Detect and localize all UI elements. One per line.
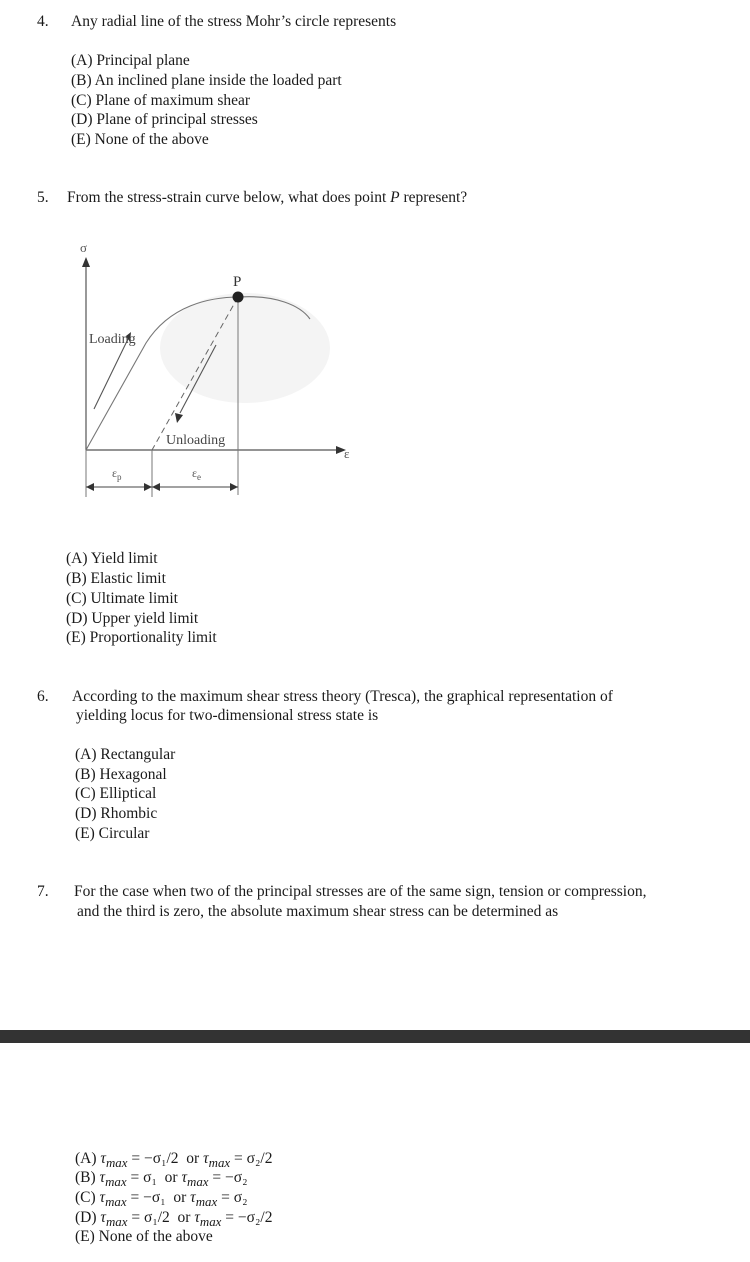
- question-text-line-2: yielding locus for two-dimensional stress state is: [76, 707, 379, 724]
- question-text-line-2: and the third is zero, the absolute maximum shear stress can be determined as: [77, 903, 559, 920]
- option-a[interactable]: (A) Yield limit: [66, 550, 158, 567]
- question-number: 6.: [37, 688, 49, 705]
- question-number: 4.: [37, 13, 49, 30]
- ep-label: $\varepsilon_p$: [112, 466, 122, 482]
- point-p-label: P: [233, 274, 242, 290]
- option-e[interactable]: (E) None of the above: [71, 131, 209, 148]
- loading-label: Loading: [89, 332, 136, 347]
- page-divider-band: [0, 1030, 750, 1043]
- option-c[interactable]: (C) Plane of maximum shear: [71, 92, 251, 109]
- option-b[interactable]: (B) $\tau_{max} = \sigma_1$ or $\tau_{max} = -\sigma_2$: [75, 1169, 248, 1190]
- sigma-label: σ: [80, 240, 88, 255]
- ee-right-arrow-icon: [230, 483, 238, 491]
- option-c[interactable]: (C) Elliptical: [75, 785, 157, 802]
- loading-arrow: [94, 339, 128, 409]
- background-shade: [160, 293, 330, 403]
- ee-left-arrow-icon: [152, 483, 160, 491]
- option-a[interactable]: (A) $\tau_{max} = -\sigma_1/2$ or $\tau_{max} = \sigma_2/2$: [75, 1150, 273, 1171]
- option-e[interactable]: (E) Proportionality limit: [66, 629, 217, 646]
- option-b[interactable]: (B) An inclined plane inside the loaded part: [71, 72, 342, 89]
- option-d[interactable]: (D) $\tau_{max} = \sigma_1/2$ or $\tau_{max} = -\sigma_2/2$: [75, 1209, 273, 1230]
- option-d[interactable]: (D) Rhombic: [75, 805, 158, 822]
- option-e[interactable]: (E) Circular: [75, 825, 150, 842]
- question-text-line-1: For the case when two of the principal stresses are of the same sign, tension or compression,: [74, 883, 647, 900]
- point-p-marker: [233, 292, 244, 303]
- question-text-line-1: According to the maximum shear stress theory (Tresca), the graphical representation of: [72, 688, 613, 705]
- option-d[interactable]: (D) Upper yield limit: [66, 610, 199, 627]
- option-c[interactable]: (C) $\tau_{max} = -\sigma_1$ or $\tau_{max} = \sigma_2$: [75, 1189, 248, 1210]
- option-a[interactable]: (A) Rectangular: [75, 746, 176, 763]
- unloading-label: Unloading: [166, 433, 226, 448]
- option-e[interactable]: (E) None of the above: [75, 1228, 213, 1245]
- ep-right-arrow-icon: [144, 483, 152, 491]
- question-text: Any radial line of the stress Mohr’s circle represents: [71, 13, 397, 30]
- option-b[interactable]: (B) Elastic limit: [66, 570, 166, 587]
- option-c[interactable]: (C) Ultimate limit: [66, 590, 178, 607]
- option-b[interactable]: (B) Hexagonal: [75, 766, 167, 783]
- question-number: 7.: [37, 883, 49, 900]
- question-number: 5.: [37, 189, 49, 206]
- question-text: From the stress-strain curve below, what does point P represent?: [67, 189, 468, 206]
- ep-left-arrow-icon: [86, 483, 94, 491]
- unloading-arrow-head-icon: [175, 413, 183, 423]
- epsilon-label: ε: [344, 446, 350, 461]
- ee-label: $\varepsilon_e$: [192, 466, 202, 482]
- stress-strain-figure: [60, 235, 360, 505]
- option-a[interactable]: (A) Principal plane: [71, 52, 190, 69]
- option-d[interactable]: (D) Plane of principal stresses: [71, 111, 258, 128]
- sigma-axis-arrow-icon: [82, 257, 90, 267]
